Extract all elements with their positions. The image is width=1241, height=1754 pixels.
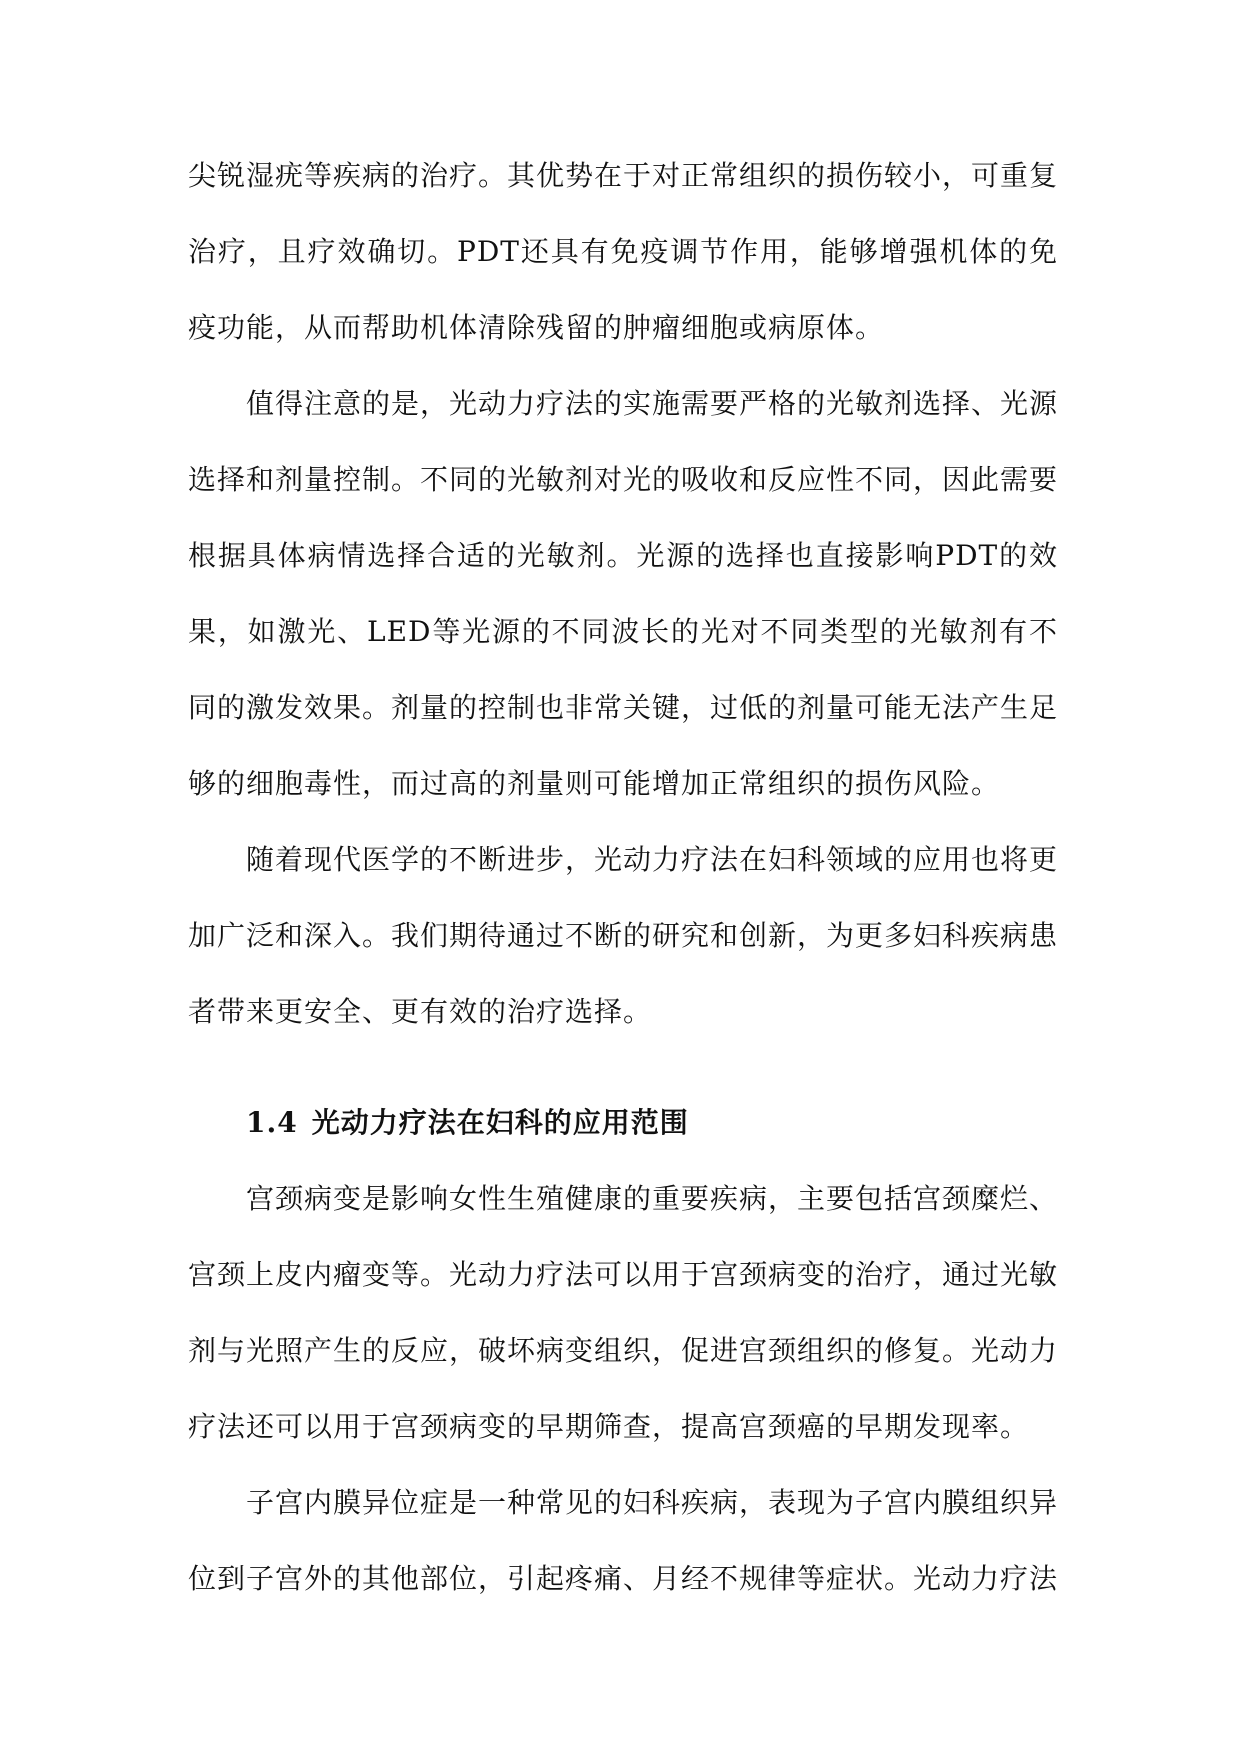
paragraph: 值得注意的是，光动力疗法的实施需要严格的光敏剂选择、光源选择和剂量控制。不同的光敏剂对光的吸收和反应性不同，因此需要根据具体病情选择合适的光敏剂。光源的选择也直接影响PDT的效果，如激光、LED等光源的不同波长的光对不同类型的光敏剂有不同的激发效果。剂量的控制也非常关键，过低的剂量可能无法产生足够的细胞毒性，而过高的剂量则可能增加正常组织的损伤风险。 — [188, 387, 1059, 800]
paragraph: 随着现代医学的不断进步，光动力疗法在妇科领域的应用也将更加广泛和深入。我们期待通过不断的研究和创新，为更多妇科疾病患者带来更安全、更有效的治疗选择。 — [188, 843, 1059, 1028]
section-number: 1.4 — [246, 1106, 298, 1139]
document-body — [188, 138, 1058, 1617]
paragraph: 宫颈病变是影响女性生殖健康的重要疾病，主要包括宫颈糜烂、宫颈上皮内瘤变等。光动力疗法可以用于宫颈病变的治疗，通过光敏剂与光照产生的反应，破坏病变组织，促进宫颈组织的修复。光动力疗法还可以用于宫颈病变的早期筛查，提高宫颈癌的早期发现率。 — [188, 1182, 1059, 1443]
section-title: 光动力疗法在妇科的应用范围 — [311, 1106, 689, 1139]
paragraph: 子宫内膜异位症是一种常见的妇科疾病，表现为子宫内膜组织异位到子宫外的其他部位，引起疼痛、月经不规律等症状。光动力疗法 — [188, 1486, 1059, 1595]
paragraph: 尖锐湿疣等疾病的治疗。其优势在于对正常组织的损伤较小，可重复治疗，且疗效确切。PDT还具有免疫调节作用，能够增强机体的免疫功能，从而帮助机体清除残留的肿瘤细胞或病原体。 — [188, 159, 1059, 344]
section-heading — [188, 1085, 1058, 1161]
